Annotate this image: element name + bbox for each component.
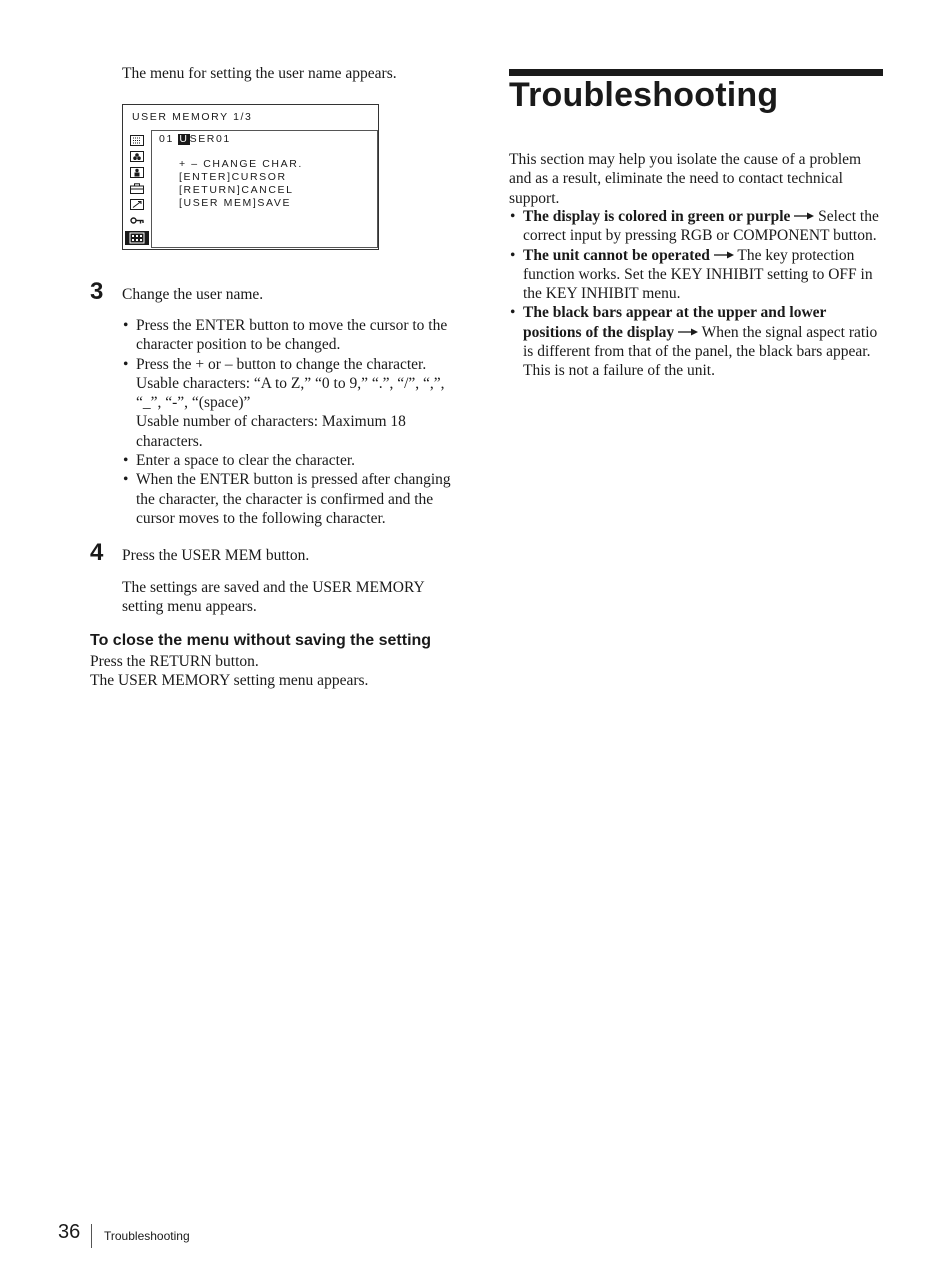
arrow-right-icon xyxy=(678,327,698,337)
step-3-text: Change the user name. xyxy=(122,286,264,303)
page-number: 36 xyxy=(58,1221,81,1243)
step-4-result: The settings are saved and the USER MEMORY setting menu appears. xyxy=(122,579,425,616)
entry-name-rest: SER01 xyxy=(189,133,231,145)
change-char-hint: + – CHANGE CHAR. xyxy=(179,158,303,170)
footer-divider xyxy=(91,1224,92,1248)
list-item xyxy=(509,246,887,304)
enter-cursor-hint: [ENTER]CURSOR xyxy=(179,171,287,183)
cursor: U xyxy=(179,133,189,145)
section-rule xyxy=(509,69,883,76)
troubleshooting-list xyxy=(509,207,887,381)
symptom: The unit cannot be operated xyxy=(523,246,710,264)
return-cancel-hint: [RETURN]CANCEL xyxy=(179,184,294,196)
symptom: The display is colored in green or purple xyxy=(523,208,791,225)
entry-number: 01 xyxy=(159,133,179,145)
person-icon xyxy=(130,167,144,178)
toolbox-icon xyxy=(130,183,144,194)
intro-text: The menu for setting the user name appears. xyxy=(122,65,397,82)
key-icon xyxy=(130,215,144,226)
remedy: The key protection function works. Set the KEY INHIBIT setting to OFF in the KEY INHIBIT menu. xyxy=(523,246,873,303)
user-memory-menu-illustration xyxy=(122,104,379,250)
color-icon xyxy=(130,151,144,162)
arrow-right-icon xyxy=(794,211,814,221)
menu-content-panel xyxy=(151,130,378,248)
list-item: • Enter a space to clear the character. xyxy=(122,451,467,470)
list-item xyxy=(509,303,887,380)
close-menu-body: Press the RETURN button. The USER MEMORY setting menu appears. xyxy=(90,653,369,690)
step-3-bullets xyxy=(122,316,467,528)
user-name-entry xyxy=(159,133,231,145)
list-icon xyxy=(130,135,144,146)
symptom: The black bars appear at the upper and lower positions of the display xyxy=(523,304,827,341)
arrow-right-icon xyxy=(714,250,734,260)
user-mem-save-hint: [USER MEM]SAVE xyxy=(179,197,292,209)
step-3-number: 3 xyxy=(90,278,104,305)
list-item: • Press the ENTER button to move the cursor to the character position to be changed. xyxy=(122,316,467,355)
menu-title: USER MEMORY 1/3 xyxy=(132,111,253,123)
list-item: • When the ENTER button is pressed after changing the character, the character is confirmed and the cursor moves to the following character. xyxy=(122,470,467,528)
list-item: • Press the + or – button to change the character. Usable characters: “A to Z,” “0 to 9,” “.”, “/”, “,”, “_”, “-”, “(space)” Usable number of characters: Maximum 18 characters. xyxy=(122,355,467,451)
remedy: Select the correct input by pressing RGB or COMPONENT button. xyxy=(523,208,879,245)
user-memory-icon xyxy=(129,232,145,244)
step-4-number: 4 xyxy=(90,539,104,566)
remedy: When the signal aspect ratio is different from that of the panel, the black bars appear. This is not a failure of the unit. xyxy=(523,323,878,380)
step-4-text: Press the USER MEM button. xyxy=(122,547,310,564)
page-title: Troubleshooting xyxy=(509,76,779,114)
adjust-icon xyxy=(130,199,144,210)
footer-section-label: Troubleshooting xyxy=(104,1229,190,1243)
troubleshooting-intro: This section may help you isolate the cause of a problem and as a result, eliminate the need to contact technical support. xyxy=(509,151,862,207)
list-item xyxy=(509,207,887,246)
close-menu-heading: To close the menu without saving the setting xyxy=(90,632,432,649)
